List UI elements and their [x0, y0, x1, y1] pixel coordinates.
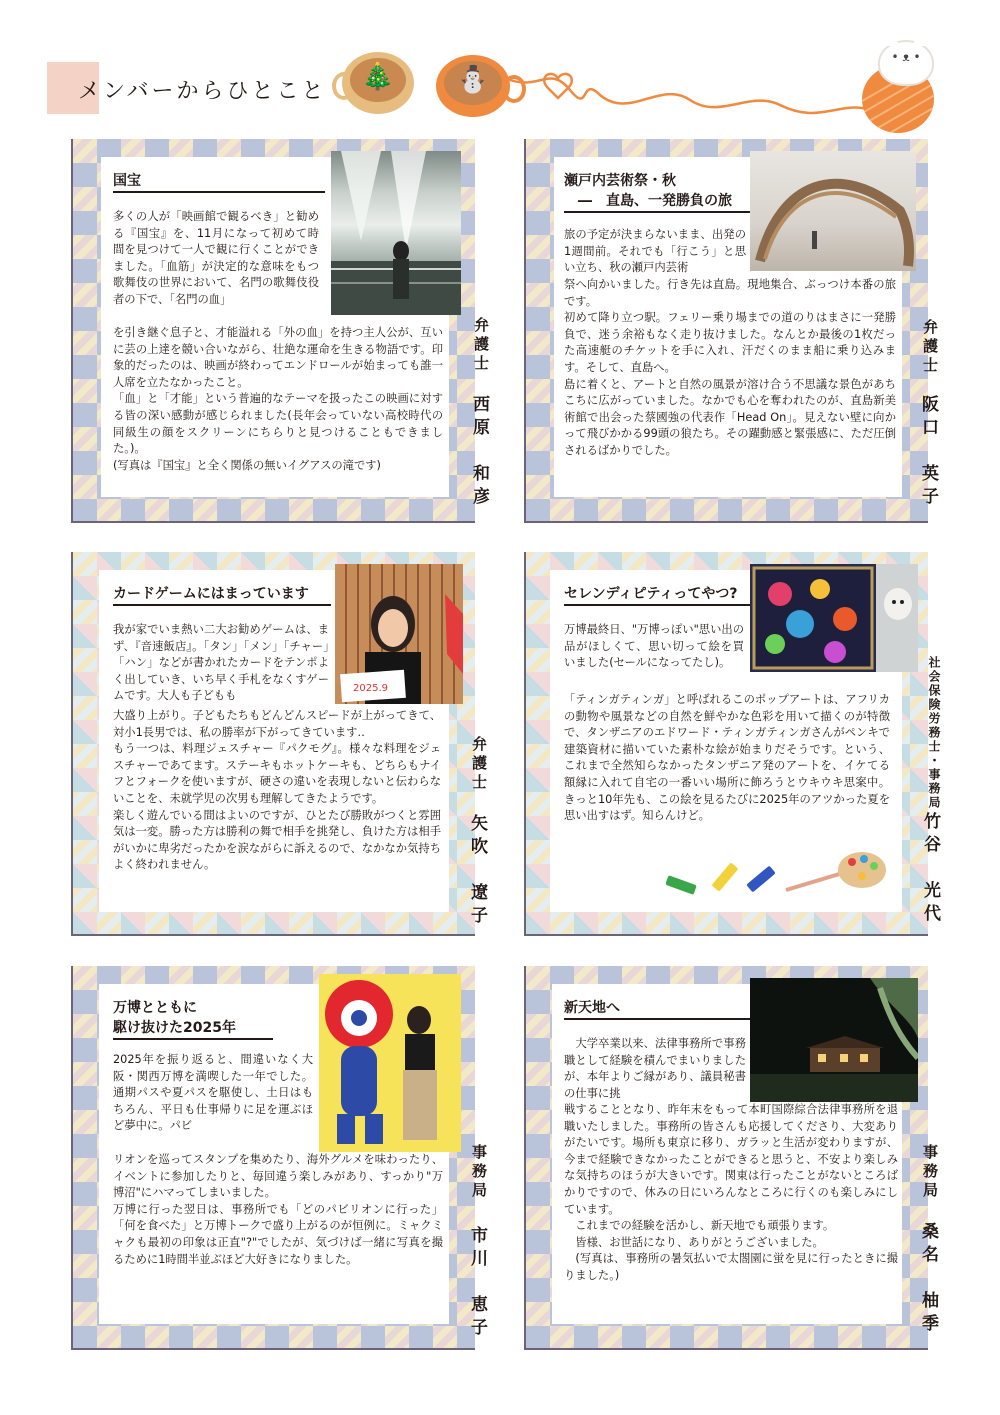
- portrait-photo: [335, 564, 463, 704]
- card-title: 新天地へ: [564, 998, 750, 1020]
- yarn-thread-decoration: [500, 60, 880, 140]
- member-card-ichikawa: [71, 966, 488, 1350]
- card-title: 国宝: [113, 171, 325, 193]
- member-name: 西原 和彦: [469, 395, 489, 510]
- member-role: 弁護士: [470, 736, 488, 793]
- page-title: メンバーからひとこと: [78, 79, 327, 104]
- member-role: 弁護士: [472, 317, 490, 374]
- card-text-upper: 万博最終日、"万博っぽい"思い出の品がほしくて、思い切って絵を買いました(セールになってたし)。: [564, 623, 744, 670]
- cat-icon: • ᴥ •: [878, 40, 934, 86]
- expo-mascot-photo: [319, 974, 461, 1152]
- member-name: 竹谷 光代: [920, 812, 940, 927]
- card-text-lower: リオンを巡ってスタンプを集めたり、海外グルメを味わったり、イベントに参加したりと、毎回違う楽しみがあり、すっかり"万博沼"にハマってしまいました。 万博に行った翌日は、事務所でも「どのパビリオンに行った」「何を食べた」と万博トークで盛り上がるのが恒例に。ミャクミャクも最初の印象は正直"?"でしたが、気づけば一緒に写真を撮るために1時間半並ぶほど大好きになりました。: [113, 1153, 443, 1266]
- member-name: 市川 恵子: [467, 1226, 487, 1341]
- card-title: 瀬戸内芸術祭・秋 ― 直島、一発勝負の旅: [564, 171, 764, 213]
- card-text-upper: 多くの人が「映画館で観るべき」と勧める『国宝』を、11月になって初めて時間を見つけて一人で観に行くことができました。「血筋」が決定的な意味をもつ歌舞伎の世界において、名門の歌舞伎役者の下で、「名門の血」: [113, 210, 319, 306]
- paint-tubes-palette-illustration: [666, 850, 886, 900]
- latte-snowman-icon: ⛄: [436, 55, 510, 117]
- member-card-kuwana: [524, 966, 939, 1350]
- card-text-upper: 旅の予定が決まらないまま、出発の1週間前。それでも「行こう」と思い立ち、秋の瀬戸内芸術: [564, 228, 746, 275]
- card-text-upper: 大学卒業以来、法律事務所で事務職として経験を積んでまいりましたが、本年よりご縁があり、議員秘書の仕事に挑: [564, 1037, 746, 1100]
- card-title: 万博とともに 駆け抜けた2025年: [113, 998, 273, 1040]
- card-text-upper: 我が家でいま熱い二大お勧めゲームは、まず、『音速飯店』。「タン」「メン」「チャー」「ハン」などが書かれたカードをテンポよく出していき、いち早く手札をなくすゲームです。大人も子どもも: [113, 623, 329, 703]
- card-title: カードゲームにはまっています: [113, 584, 331, 606]
- member-role: 弁護士: [921, 319, 939, 376]
- member-role: 社会保険労務士・事務局: [927, 656, 941, 810]
- member-card-nishihara: [71, 139, 490, 523]
- member-name: 桑名 柚季: [918, 1222, 938, 1337]
- card-text-lower: を引き継ぐ息子と、才能溢れる「外の血」を持つ主人公が、互いに芸の上達を競い合いながら、壮絶な運命を生きる物語です。印象的だったのは、映画が終わってエンドロールが始まっても誰一人席を立たなかったこと。 「血」と「才能」という普遍的なテーマを扱ったこの映画に対する皆の深い感動が感じられました(長年会っていない高校時代の同級生の顔をスクリーンにちらりと見つけることもできました。)。 (写真は『国宝』と全く関係の無いイグアスの滝です): [113, 326, 443, 472]
- waterfall-photo: [331, 151, 461, 315]
- tingatinga-painting-photo: [750, 564, 918, 672]
- member-card-taketani: [524, 552, 941, 936]
- night-garden-photo: [750, 978, 918, 1102]
- member-role: 事務局: [470, 1144, 488, 1201]
- member-role: 事務局: [921, 1144, 939, 1201]
- driftwood-art-photo: [750, 151, 916, 271]
- card-text-upper: 2025年を振り返ると、間違いなく大阪・関西万博を満喫した一年でした。通期パスや夏パスを駆使し、土日はもちろん、平日も仕事帰りに足を運ぶほど夢中に。パビ: [113, 1053, 313, 1133]
- card-text-lower: 祭へ向かいました。行き先は直島。現地集合、ぶっつけ本番の旅です。 初めて降り立つ駅。フェリー乗り場までの道のりはまさに一発勝負で、迷う余裕もなく走り抜けました。なんとか最後の1枚だった高速艇のチケットを手に入れ、汗だくのまま船に乗り込みます。そして、直島へ。 島に着くと、アートと自然の風景が溶け合う不思議な景色があちこちに広がっていました。なかでも心を奪われたのが、直島新美術館で出会った蔡國強の代表作「Head On」。見えない壁に向かって飛びかかる99頭の狼たち。その躍動感と緊張感に、ただ圧倒されるばかりでした。: [564, 278, 896, 457]
- card-text-lower: 大盛り上がり。子どもたちもどんどんスピードが上がってきて、対小1長男では、私の勝率が下がってきています‥ もう一つは、料理ジェスチャー『パクモグ』。様々な料理をジェスチャーであてます。ステーキもホットケーキも、どちらもナイフとフォークを使いますが、硬さの違いを表現しないと伝わらないことを、未就学児の次男も理解してきたようです。 楽しく遊んでいる間はよいのですが、ひとたび勝敗がつくと雰囲気は一変。勝った方は勝利の舞で相手を挑発し、負けた方は相手がいかに卑劣だったかを涙ながらに訴えるので、なかなか気持ちよく終われません。: [113, 709, 441, 872]
- card-text-lower: 「ティンガティンガ」と呼ばれるこのポップアートは、アフリカの動物や風景などの自然を鮮やかな色彩を用いて描くのが特徴で、タンザニアのエドワード・ティンガティンガさんがペンキで建築資材に描いていた素朴な絵が始まりだそうです。という、これまで全然知らなかったタンザニア発のアートを、イケてる額縁に入れて自宅の一番いい場所に飾ろうとウキウキ思案中。きっと10年先も、この絵を見るたびに2025年のアツかった夏を思い出すはず。知らんけど。: [564, 693, 890, 823]
- svg-text:2025.9: 2025.9: [353, 683, 388, 694]
- member-name: 阪口 英子: [918, 395, 938, 510]
- member-name: 矢吹 遼子: [467, 814, 487, 929]
- member-card-sakaguchi: [524, 139, 939, 523]
- card-title: セレンディピティってやつ?: [564, 584, 760, 606]
- card-text-lower: 戦することとなり、昨年末をもって本町国際綜合法律事務所を退職いたしました。事務所の皆さんも応援してくださり、大変ありがたいです。場所も東京に移り、ガラッと生活が変わりますが、今まで経験できなかったことができると思うと、不安より楽しみな気持ちのほうが大きいです。関東は行ったことがないところばかりですので、休みの日にいろんなところに行くのも楽しみにしています。 これまでの経験を活かし、新天地でも頑張ります。 皆様、お世話になり、ありがとうございました。 (写真は、事務所の暑気払いで太閤園に蛍を見に行ったときに撮りました。): [564, 1103, 898, 1282]
- latte-tree-icon: 🎄: [342, 52, 414, 114]
- member-card-yabuki: [71, 552, 488, 936]
